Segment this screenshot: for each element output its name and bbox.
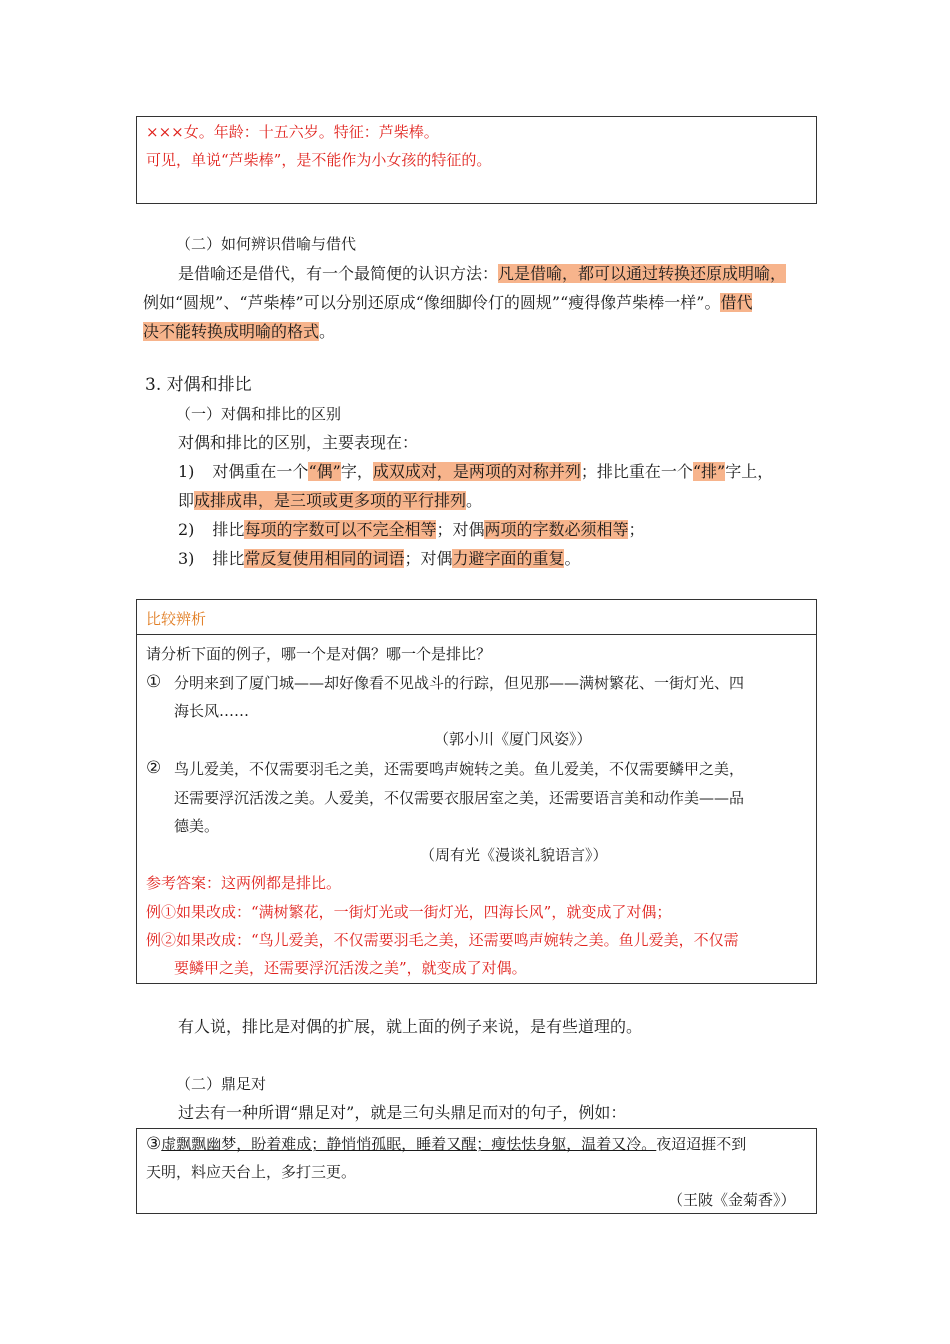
highlight: 成双成对，是两项的对称并列 — [372, 462, 581, 481]
section-3-sub1: （一）对偶和排比的区别 — [176, 405, 342, 423]
example-2-number: ② — [146, 758, 162, 778]
list-number: 1) — [178, 462, 195, 481]
compare-question: 请分析下面的例子，哪一个是对偶？哪一个是排比？ — [146, 645, 492, 663]
list-text: 字上， — [725, 462, 774, 481]
highlight: 每项的字数可以不完全相等 — [244, 520, 437, 539]
list-text: 排比 — [212, 520, 245, 539]
highlight: 力避字面的重复 — [452, 549, 565, 568]
box1-line2: 可见，单说“芦柴棒”，是不能作为小女孩的特征的。 — [146, 151, 492, 169]
example-3-underlined: 虚飘飘幽梦，盼着难成；静悄悄孤眠，睡着又醒；瘦怯怯身躯，温着又冷。 — [161, 1135, 657, 1153]
jieyu-highlight: 决不能转换成明喻的格式 — [143, 322, 320, 341]
list-number: 3) — [178, 549, 195, 568]
highlight: 常反复使用相同的词语 — [244, 549, 405, 568]
compare-box-title: 比较辨析 — [146, 610, 207, 628]
example-3-source: （王陂《金菊香》） — [668, 1191, 796, 1209]
box1-line1: ×××女。年龄：十五六岁。特征：芦柴棒。 — [146, 123, 439, 141]
example-3-number: ③ — [146, 1134, 162, 1154]
example-1-line1: 分明来到了厦门城——却好像看不见战斗的行踪，但见那——满树繁花、一街灯光、四 — [174, 674, 745, 692]
highlight: 两项的字数必须相等 — [484, 520, 629, 539]
section-heading-dingzu: （二）鼎足对 — [176, 1075, 267, 1093]
list-text: 。 — [564, 549, 581, 568]
list-item-3 — [178, 548, 581, 570]
example-2-line3: 德美。 — [174, 817, 220, 835]
jieyu-highlight: 凡是借喻，都可以通过转换还原成明喻， — [498, 264, 787, 283]
list-item-2 — [178, 519, 645, 541]
after-paragraph: 有人说，排比是对偶的扩展，就上面的例子来说，是有些道理的。 — [178, 1017, 643, 1036]
list-text: 即 — [178, 491, 195, 510]
jieyu-text: 。 — [319, 322, 336, 341]
jieyu-paragraph-line1 — [178, 263, 786, 285]
highlight: “偶” — [308, 462, 341, 481]
highlight: “排” — [692, 462, 726, 481]
list-text: 对偶重在一个 — [212, 462, 309, 481]
example-3-rest: 夜迢迢捱不到 — [656, 1135, 747, 1153]
example-1-source: （郭小川《厦门风姿》） — [434, 730, 592, 748]
list-text: 。 — [466, 491, 483, 510]
answer-1: 例①如果改成：“满树繁花，一街灯光或一街灯光，四海长风”，就变成了对偶； — [146, 903, 672, 921]
example-2-line2: 还需要浮沉活泼之美。人爱美，不仅需要衣服居室之美，还需要语言美和动作美——品 — [174, 789, 745, 807]
example-3-line1 — [146, 1134, 746, 1154]
compare-box-divider — [136, 634, 817, 635]
answer-heading: 参考答案：这两例都是排比。 — [146, 874, 342, 892]
dingzu-intro: 过去有一种所谓“鼎足对”，就是三句头鼎足而对的句子，例如： — [178, 1103, 627, 1122]
jieyu-paragraph-line3 — [143, 321, 335, 343]
jieyu-text: 例如“圆规”、“芦柴棒”可以分别还原成“像细脚伶仃的圆规”“瘦得像芦柴棒一样”。 — [143, 293, 721, 312]
example-3-line2: 天明，料应天台上，多打三更。 — [146, 1163, 357, 1181]
list-text: 排比 — [212, 549, 245, 568]
answer-2-line2: 要鳞甲之美，还需要浮沉活泼之美”，就变成了对偶。 — [174, 959, 527, 977]
example-1-line2: 海长风…… — [174, 702, 250, 720]
section-3-intro: 对偶和排比的区别，主要表现在： — [178, 433, 419, 452]
answer-2-line1: 例②如果改成：“鸟儿爱美，不仅需要羽毛之美，还需要鸣声婉转之美。鱼儿爱美，不仅需 — [146, 931, 739, 949]
list-text: ；对偶 — [404, 549, 453, 568]
list-item-1 — [178, 461, 773, 483]
section-heading-jieyu: （二）如何辨识借喻与借代 — [176, 235, 357, 253]
list-text: 字， — [340, 462, 373, 481]
list-text: ；对偶 — [436, 520, 485, 539]
jieyu-highlight: 借代 — [720, 293, 753, 312]
list-text: ； — [628, 520, 645, 539]
example-2-source: （周有光《漫谈礼貌语言》） — [420, 846, 608, 864]
list-item-1-cont — [178, 490, 482, 512]
jieyu-text: 是借喻还是借代，有一个最简便的认识方法： — [178, 264, 499, 283]
highlight: 成排成串，是三项或更多项的平行排列 — [194, 491, 467, 510]
section-3-heading: 3. 对偶和排比 — [145, 375, 252, 395]
list-text: ；排比重在一个 — [580, 462, 693, 481]
list-number: 2) — [178, 520, 195, 539]
example-1-number: ① — [146, 672, 162, 692]
jieyu-paragraph-line2 — [143, 292, 752, 314]
example-2-line1: 鸟儿爱美，不仅需要羽毛之美，还需要鸣声婉转之美。鱼儿爱美，不仅需要鳞甲之美， — [174, 760, 745, 778]
